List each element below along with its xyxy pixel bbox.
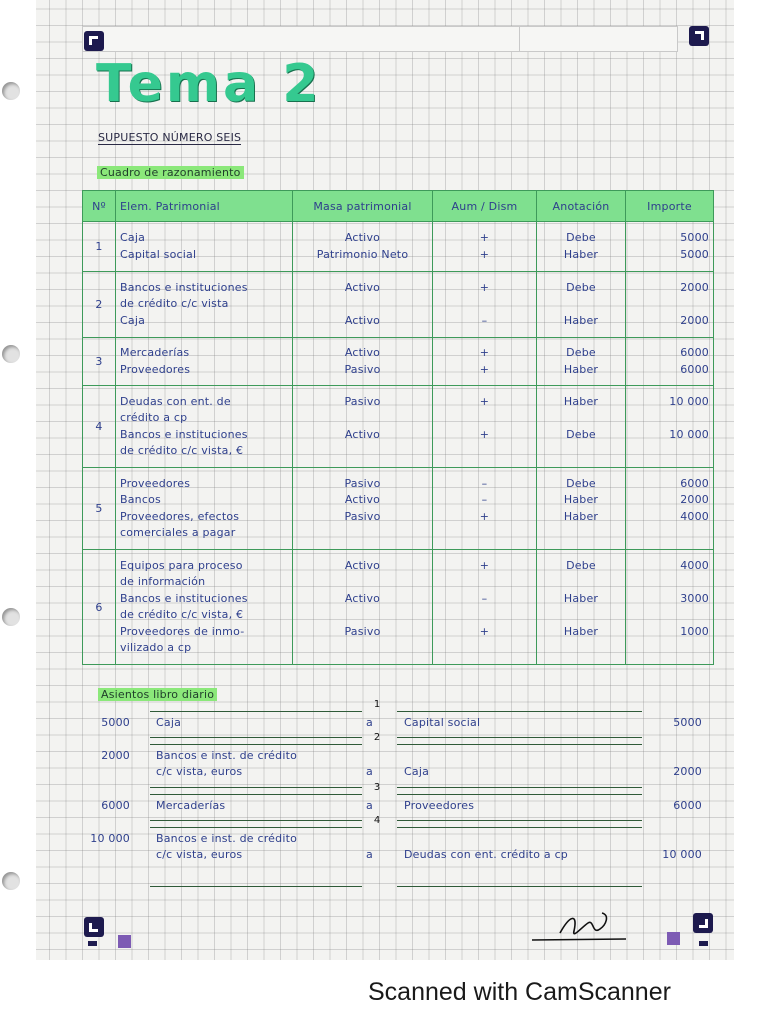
cell-line: Pasivo [344, 624, 381, 638]
debit-account: c/c vista, euros [156, 848, 243, 861]
entry-line-bottom [397, 886, 642, 887]
entry-line-bottom [397, 820, 642, 821]
cell-masas [293, 386, 433, 468]
cell-elems [116, 386, 293, 468]
cell-line: + [479, 362, 490, 376]
table-row [83, 550, 714, 665]
cell-elems [116, 468, 293, 550]
cell-line: Haber [563, 493, 599, 506]
corner-marker-top-left [84, 31, 104, 51]
row-number: 6 [83, 550, 116, 665]
asientos-libro-diario [82, 699, 712, 895]
cell-aum [433, 550, 537, 665]
cell-line: Haber [563, 362, 599, 376]
entry-line-left [150, 827, 362, 828]
cell-line: Haber [563, 313, 599, 327]
cell-imp [626, 468, 714, 550]
cell-line: Debe [566, 280, 596, 294]
entry-line-bottom [150, 787, 362, 788]
cell-line: + [479, 394, 490, 408]
table-row [83, 338, 714, 386]
cell-line: Proveedores [120, 362, 191, 376]
cell-line: 4000 [680, 558, 709, 572]
debit-account: Caja [156, 716, 182, 729]
entry-line-left [150, 794, 362, 795]
cell-line [437, 525, 532, 542]
cell-line: de crédito c/c vista, € [120, 444, 244, 457]
cell-line: Proveedores de inmo- [120, 624, 245, 638]
cell-line: Capital social [120, 247, 197, 261]
entry-line-left [150, 711, 362, 712]
entry-line-bottom [397, 737, 642, 738]
cell-imp [626, 386, 714, 468]
cell-line: Deudas con ent. de [120, 394, 231, 408]
cell-anot [537, 386, 626, 468]
entry-line-right [397, 744, 642, 745]
cell-line [437, 410, 532, 427]
cell-line: Caja [120, 231, 146, 244]
cell-line: 4000 [680, 509, 709, 523]
credit-amount: 5000 [673, 716, 702, 729]
corner-marker-top-right [689, 26, 709, 46]
punch-hole-1 [2, 82, 20, 100]
cell-line: 6000 [680, 346, 709, 359]
page-title: Tema 2 [96, 54, 322, 114]
cell-line: + [479, 280, 490, 294]
punch-hole-3 [2, 608, 20, 626]
entry-number: 3 [373, 782, 381, 793]
cell-line: vilizado a cp [120, 641, 192, 654]
row-number: 4 [83, 386, 116, 468]
asientos-label: Asientos libro diario [98, 688, 217, 701]
entry-number: 4 [373, 815, 381, 826]
corner-marker-bottom-left [84, 917, 104, 937]
cell-line [630, 443, 709, 460]
cell-line: Caja [120, 313, 146, 327]
cell-line: Haber [563, 394, 599, 408]
cuadro-razonamiento-table [82, 190, 714, 665]
header-strip [82, 26, 678, 52]
corner-marker-bottom-right [693, 913, 713, 933]
connector-a: a [366, 799, 373, 812]
cell-line: Proveedores [120, 476, 191, 490]
cell-line: 3000 [680, 591, 709, 605]
cell-elems [116, 222, 293, 272]
cell-line: 2000 [680, 313, 709, 327]
cell-line: Activo [344, 231, 381, 244]
cell-line [437, 574, 532, 591]
table-row [83, 468, 714, 550]
cell-line: de crédito c/c vista [120, 297, 229, 311]
cell-line [437, 296, 532, 313]
punch-hole-4 [2, 872, 20, 890]
entry-line-bottom [150, 820, 362, 821]
cell-line [297, 410, 428, 427]
connector-a: a [366, 716, 373, 729]
cell-line: Debe [566, 558, 596, 572]
credit-account: Caja [404, 765, 430, 778]
cell-anot [537, 222, 626, 272]
cell-line: + [479, 231, 490, 244]
cell-aum [433, 468, 537, 550]
cell-line: + [479, 247, 490, 261]
cell-masas [293, 550, 433, 665]
cell-line: – [481, 591, 488, 605]
entry-line-bottom [150, 886, 362, 887]
table-row [83, 222, 714, 272]
credit-account: Capital social [404, 716, 481, 729]
table-row [83, 386, 714, 468]
entry-line-bottom [397, 787, 642, 788]
cell-line: + [479, 558, 490, 572]
cell-line [630, 640, 709, 657]
purple-square-left [118, 935, 131, 948]
cell-line [541, 640, 621, 657]
debit-amount: 10 000 [90, 832, 130, 845]
credit-account: Proveedores [404, 799, 475, 812]
cell-line: Bancos e instituciones [120, 591, 248, 605]
header-divider [519, 27, 520, 51]
cell-line: Pasivo [344, 394, 381, 408]
connector-a: a [366, 765, 373, 778]
cell-line [630, 574, 709, 591]
cell-line: Activo [344, 427, 381, 441]
cell-line: – [481, 493, 488, 506]
cell-line [630, 607, 709, 624]
debit-account: c/c vista, euros [156, 765, 243, 778]
credit-amount: 6000 [673, 799, 702, 812]
cell-line: de crédito c/c vista, € [120, 608, 244, 621]
cell-line: – [481, 313, 488, 327]
cell-line: Debe [566, 476, 596, 490]
cell-line [630, 525, 709, 542]
cell-line: Patrimonio Neto [316, 247, 409, 261]
cell-line: Haber [563, 624, 599, 638]
cell-line: + [479, 624, 490, 638]
cell-aum [433, 386, 537, 468]
cell-line: 10 000 [669, 427, 709, 441]
cell-line [437, 443, 532, 460]
cell-line [297, 574, 428, 591]
cell-line: – [481, 476, 488, 490]
credit-account: Deudas con ent. crédito a cp [404, 848, 568, 861]
cell-line: Bancos e instituciones [120, 427, 248, 441]
cell-line: Mercaderías [120, 346, 190, 359]
cell-line: Pasivo [344, 509, 381, 523]
credit-amount: 2000 [673, 765, 702, 778]
cell-aum [433, 222, 537, 272]
cell-imp [626, 272, 714, 338]
cell-line: Bancos e instituciones [120, 280, 248, 294]
table-row [83, 272, 714, 338]
cell-line: Pasivo [344, 362, 381, 376]
cell-line: Activo [344, 280, 381, 294]
debit-account: Mercaderías [156, 799, 226, 812]
cell-elems [116, 272, 293, 338]
cell-line: + [479, 427, 490, 441]
cell-line: comerciales a pagar [120, 526, 236, 539]
cell-line [297, 443, 428, 460]
debit-amount: 5000 [101, 716, 130, 729]
cell-line: Activo [344, 313, 381, 327]
punch-hole-2 [2, 345, 20, 363]
cell-line [437, 640, 532, 657]
cell-line: 10 000 [669, 394, 709, 408]
debit-amount: 6000 [101, 799, 130, 812]
connector-a: a [366, 848, 373, 861]
cell-imp [626, 550, 714, 665]
cell-line [630, 296, 709, 313]
cell-line: Haber [563, 247, 599, 261]
cell-elems [116, 338, 293, 386]
cell-line: Debe [566, 231, 596, 244]
cell-line: Debe [566, 346, 596, 359]
cell-line: Activo [344, 346, 381, 359]
cell-line: Equipos para proceso [120, 558, 243, 572]
cell-anot [537, 272, 626, 338]
page-subtitle: SUPUESTO NÚMERO SEIS [98, 131, 242, 144]
cell-line: Haber [563, 591, 599, 605]
cell-masas [293, 338, 433, 386]
debit-amount: 2000 [101, 749, 130, 762]
cell-line [297, 607, 428, 624]
cell-line [297, 525, 428, 542]
cell-aum [433, 272, 537, 338]
header-numero: Nº [83, 191, 116, 222]
entry-line-right [397, 827, 642, 828]
header-anotacion: Anotación [537, 191, 626, 222]
cell-line: Pasivo [344, 476, 381, 490]
cell-anot [537, 550, 626, 665]
cell-line [297, 296, 428, 313]
cell-line: Activo [344, 493, 381, 506]
purple-square-right [667, 932, 680, 945]
row-number: 1 [83, 222, 116, 272]
cell-line [541, 525, 621, 542]
cell-line [541, 607, 621, 624]
marker-dash-left [88, 941, 97, 946]
cell-line: 1000 [680, 624, 709, 638]
entry-number: 1 [373, 699, 381, 710]
cell-line: 6000 [680, 476, 709, 490]
cell-elems [116, 550, 293, 665]
cell-line [541, 296, 621, 313]
debit-account: Bancos e inst. de crédito [156, 832, 298, 845]
entry-line-right [397, 711, 642, 712]
cell-line: Activo [344, 558, 381, 572]
cell-line [630, 410, 709, 427]
entry-line-bottom [150, 737, 362, 738]
entry-line-left [150, 744, 362, 745]
cell-imp [626, 222, 714, 272]
cell-line: 2000 [680, 493, 709, 506]
cell-imp [626, 338, 714, 386]
cell-line: 5000 [680, 247, 709, 261]
cell-line [437, 607, 532, 624]
cell-line: Activo [344, 591, 381, 605]
marker-dash-right [699, 941, 708, 946]
row-number: 5 [83, 468, 116, 550]
entry-line-right [397, 794, 642, 795]
cell-line [541, 574, 621, 591]
cell-line: Haber [563, 509, 599, 523]
cell-line [541, 443, 621, 460]
cuadro-label: Cuadro de razonamiento [97, 166, 244, 179]
cell-masas [293, 222, 433, 272]
cell-line: crédito a cp [120, 411, 188, 424]
cell-line: de información [120, 575, 206, 588]
row-number: 2 [83, 272, 116, 338]
scanner-watermark: Scanned with CamScanner [368, 978, 671, 1006]
cell-anot [537, 468, 626, 550]
cell-line: 2000 [680, 280, 709, 294]
cell-aum [433, 338, 537, 386]
cell-masas [293, 468, 433, 550]
cell-line [297, 640, 428, 657]
entry-number: 2 [373, 732, 381, 743]
header-aum-dism: Aum / Dism [433, 191, 537, 222]
row-number: 3 [83, 338, 116, 386]
header-importe: Importe [626, 191, 714, 222]
table-header-row [83, 191, 714, 222]
header-elemento: Elem. Patrimonial [116, 191, 293, 222]
cell-anot [537, 338, 626, 386]
cell-line [541, 410, 621, 427]
debit-account: Bancos e inst. de crédito [156, 749, 298, 762]
cell-line: Bancos [120, 493, 161, 506]
cell-line: 5000 [680, 231, 709, 244]
header-masa: Masa patrimonial [293, 191, 433, 222]
cell-line: 6000 [680, 362, 709, 376]
cell-masas [293, 272, 433, 338]
cell-line: Proveedores, efectos [120, 509, 240, 523]
cell-line: + [479, 346, 490, 359]
signature [530, 905, 630, 945]
cell-line: + [479, 509, 490, 523]
credit-amount: 10 000 [662, 848, 702, 861]
cell-line: Debe [566, 427, 596, 441]
